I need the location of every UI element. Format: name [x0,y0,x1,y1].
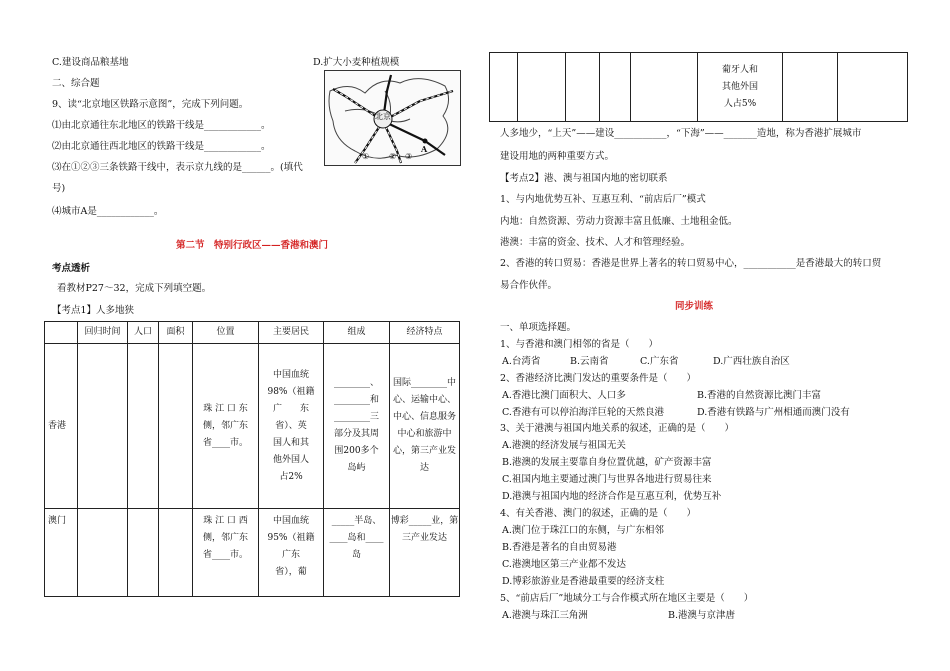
hk-macau-table [44,321,460,597]
hk-economy-cell [390,344,460,509]
q4-option-b: B.香港是著名的自由贸易港 [502,542,617,553]
paragraph-mainland: 内地：自然资源、劳动力资源丰富且低廉、土地租金低。 [500,216,738,227]
hk-position-line: 珠 江 口 东 [203,403,248,414]
hk-composition-line: ________、 [333,378,379,388]
instruction: 看教材P27～32，完成下列填空题。 [57,283,212,294]
hk-economy-line: 中心和旅游中 [397,429,452,439]
q2-option-c: C.香港有可以停泊海洋巨轮的天然良港 [502,407,664,418]
macau-position-line: 省____市。 [202,550,248,560]
map-label-line-1: ① [362,152,370,161]
hk-residents-line: 省）、英 [275,420,307,431]
q2-option-a: A.香港比澳门面积大、人口多 [502,390,626,401]
hk-economy-line: 心，第三产业发 [392,446,456,456]
question-5: 5、“前店后厂”地域分工与合作模式所在地区主要是（ ） [500,593,754,604]
macau-economy-line: 博彩_____业，第 [390,516,459,526]
question-4: 4、有关香港、澳门的叙述，正确的是（ ） [500,508,697,519]
q2-option-b: B.香港的自然资源比澳门丰富 [697,390,822,401]
question-9-1: ⑴由北京通往东北地区的铁路干线是____________。 [52,120,271,131]
paragraph-entrepot-trade-cont: 易合作伙伴。 [500,280,558,291]
table-continuation [489,52,908,122]
map-label-line-2: ② [389,152,397,161]
header-population: 人口 [128,322,159,344]
q2-option-d: D.香港有铁路与广州相通而澳门没有 [697,407,850,418]
header-return-time: 回归时间 [78,322,128,344]
macau-economy-cell [390,509,460,597]
macau-residents-line: 广东 [281,550,300,560]
residents-cont-line: 人占5% [723,98,757,109]
macau-residents-continuation [698,53,783,122]
macau-residents-line: 省），葡 [275,567,307,577]
macau-position-line: 侧，邻广东 [202,533,248,543]
q1-option-a: A.台湾省 [502,356,541,367]
question-9-2: ⑵由北京通往西北地区的铁路干线是____________。 [52,141,271,152]
header-residents: 主要居民 [259,322,324,344]
table-header-row [45,322,460,344]
q5-option-b: B.港澳与京津唐 [668,610,736,621]
macau-residents-line: 中国血统 [272,516,309,526]
cont-cell [518,53,566,122]
q1-option-d: D.广西壮族自治区 [713,356,790,367]
map-label-city-a: A [421,144,428,154]
paragraph-hk-macau: 港澳：丰富的资金、技术、人才和管理经验。 [500,237,691,248]
hk-position-cell [193,344,259,509]
hk-composition-line: 岛屿 [347,463,366,473]
paragraph-land-expansion-cont: 建设用地的两种重要方式。 [500,151,615,162]
beijing-railway-map [324,70,461,166]
kaodian-heading: 考点透析 [52,263,91,274]
question-9-3-cont: 号) [52,183,66,194]
table-row-hong-kong [45,344,460,509]
macau-composition-cell [324,509,390,597]
hk-composition-line: 部分及其周 [333,429,379,439]
cont-cell [566,53,600,122]
macau-return-time-cell [78,509,128,597]
hk-residents-line: 占2% [279,471,303,482]
table-continuation-row [490,53,908,122]
hk-residents-cell [259,344,324,509]
question-3: 3、关于港澳与祖国内地关系的叙述，正确的是（ ） [500,423,735,434]
section-heading-choice: 一、单项选择题。 [500,322,577,333]
q4-option-d: D.博彩旅游业是香港最重要的经济支柱 [502,576,665,587]
question-1: 1、与香港和澳门相邻的省是（ ） [500,339,659,350]
sync-training-title: 同步训练 [675,301,714,312]
macau-composition-line: ____岛和____ [329,533,384,543]
row-name-hong-kong: 香港 [45,344,78,509]
cont-cell [600,53,631,122]
cont-cell [490,53,518,122]
hk-economy-line: 国际________中 [392,378,456,388]
map-label-beijing: 北京 [375,112,391,121]
question-9: 9、读“北京地区铁路示意图”，完成下列问题。 [52,99,249,110]
q1-option-b: B.云南省 [570,356,609,367]
residents-cont-line: 其他外国 [721,81,758,92]
section-title: 第二节 特别行政区——香港和澳门 [176,240,329,251]
hk-composition-line: ________三 [333,412,379,422]
point-2-heading: 【考点2】港、澳与祖国内地的密切联系 [500,173,668,184]
hk-position-line: 侧，邻广东 [202,420,248,431]
macau-residents-line: 95%（祖籍 [267,533,315,543]
q3-option-a: A.港澳的经济发展与祖国无关 [502,440,626,451]
hk-residents-line: 他外国人 [272,454,309,465]
hk-population-cell [128,344,159,509]
question-9-3: ⑶在①②③三条铁路干线中，表示京九线的是______。(填代 [52,162,303,173]
hk-position-line: 省____市。 [202,437,248,448]
cont-cell [838,53,908,122]
row-name-macau: 澳门 [45,509,78,597]
residents-cont-line: 葡牙人和 [721,64,758,75]
macau-position-line: 珠 江 口 西 [203,516,248,526]
paragraph-complementary: 1、与内地优势互补、互惠互利、“前店后厂”模式 [500,194,706,205]
cont-cell [783,53,838,122]
header-area: 面积 [159,322,193,344]
q4-option-c: C.港澳地区第三产业都不发达 [502,559,626,570]
question-9-4: ⑷城市A是____________。 [52,206,164,217]
map-label-line-3: ③ [405,152,413,161]
hk-residents-line: 中国血统 [272,369,309,380]
hk-composition-line: 围200多个 [334,446,379,456]
header-composition: 组成 [324,322,390,344]
point-1-heading: 【考点1】人多地狭 [52,305,135,316]
macau-composition-line: 岛 [351,550,361,560]
hk-economy-line: 中心、信息服务 [392,412,456,422]
q8-option-d: D.扩大小麦种植规模 [313,57,400,68]
q1-option-c: C.广东省 [640,356,679,367]
macau-economy-line: 三产业发达 [401,533,447,543]
hk-composition-line: ________和 [333,395,379,405]
macau-composition-line: _____半岛、 [331,516,382,526]
paragraph-land-expansion: 人多地少，“上天”——建设___________，“下海”——_______造地，称为香港扩展城市 [500,128,862,139]
q8-option-c: C.建设商品粮基地 [52,57,129,68]
paragraph-entrepot-trade: 2、香港的转口贸易：香港是世界上著名的转口贸易中心，___________是香港最大的转口贸 [500,258,882,269]
hk-composition-cell [324,344,390,509]
q3-option-c: C.祖国内地主要通过澳门与世界各地进行贸易往来 [502,474,712,485]
q4-option-a: A.澳门位于珠江口的东侧，与广东相邻 [502,525,664,536]
header-economy: 经济特点 [390,322,460,344]
railway-map-drawing [325,71,460,165]
question-2: 2、香港经济比澳门发达的重要条件是（ ） [500,373,697,384]
table-row-macau [45,509,460,597]
hk-economy-line: 达 [419,463,429,473]
macau-residents-cell [259,509,324,597]
hk-residents-line: 国人和其 [272,437,309,448]
q3-option-d: D.港澳与祖国内地的经济合作是互惠互利，优势互补 [502,491,722,502]
header-blank [45,322,78,344]
macau-area-cell [159,509,193,597]
macau-position-cell [193,509,259,597]
cont-cell [631,53,698,122]
hk-area-cell [159,344,193,509]
q3-option-b: B.港澳的发展主要靠自身位置优越，矿产资源丰富 [502,457,712,468]
q5-option-a: A.港澳与珠江三角洲 [502,610,588,621]
hk-economy-line: 心、运输中心、 [392,395,456,405]
section-heading-comprehensive: 二、综合题 [52,78,100,89]
hk-return-time-cell [78,344,128,509]
hk-residents-line: 98%（祖籍 [267,386,315,397]
header-position: 位置 [193,322,259,344]
hk-residents-line: 广 东 [272,403,309,414]
macau-population-cell [128,509,159,597]
